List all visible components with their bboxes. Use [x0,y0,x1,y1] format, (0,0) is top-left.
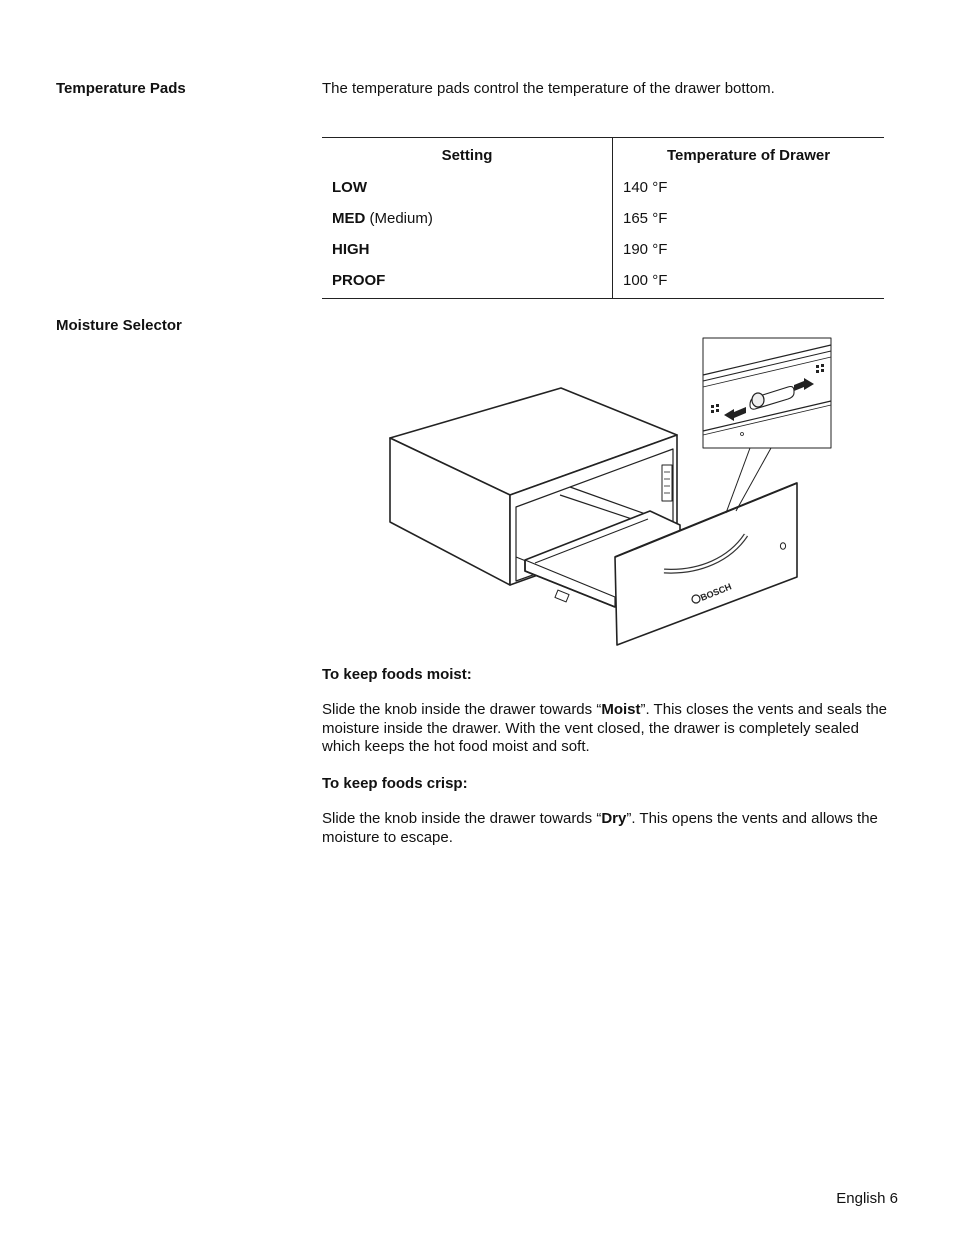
table-row [322,203,884,234]
moisture-selector-heading: Moisture Selector [56,317,182,334]
temperature-cell: 100 °F [623,271,668,289]
setting-cell [322,203,613,234]
crisp-paragraph [322,810,897,847]
setting-name: MED [332,209,366,227]
crisp-subheading: To keep foods crisp: [322,775,468,792]
brand-logo: BOSCH [699,581,733,603]
moist-keyword: Moist [601,701,641,718]
header-temperature: Temperature of Drawer [666,147,831,164]
moist-subheading: To keep foods moist: [322,666,472,683]
warming-drawer-illustration [380,335,840,655]
temperature-cell: 165 °F [623,209,668,227]
crisp-text-post: ”. This opens the vents and allows the moisture to escape. [322,810,878,846]
moist-text-pre: Slide the knob inside the drawer towards “ [322,701,602,718]
setting-name: LOW [332,178,367,196]
moist-paragraph [322,701,897,757]
temperature-cell: 140 °F [623,178,668,196]
temperature-pads-intro: The temperature pads control the temperature of the drawer bottom. [322,80,775,97]
setting-cell [322,234,613,265]
setting-name: PROOF [332,271,386,289]
crisp-keyword: Dry [601,810,627,827]
setting-cell [322,172,613,203]
crisp-text-pre: Slide the knob inside the drawer towards “ [322,810,602,827]
setting-cell [322,265,613,299]
table-row [322,172,884,203]
temperature-settings-table [322,137,884,299]
moist-text-post: ”. This closes the vents and seals the moisture inside the drawer. With the vent closed, the drawer is completely sealed which keeps the hot food moist and soft. [322,701,888,755]
table-row [322,265,884,299]
table-header-row [322,138,884,173]
setting-note: (Medium) [365,209,433,227]
temperature-cell: 190 °F [623,240,668,258]
table-row [322,234,884,265]
temperature-pads-heading: Temperature Pads [56,80,186,97]
page-number: English 6 [836,1190,898,1207]
setting-name: HIGH [332,240,370,258]
header-setting: Setting [322,138,613,173]
